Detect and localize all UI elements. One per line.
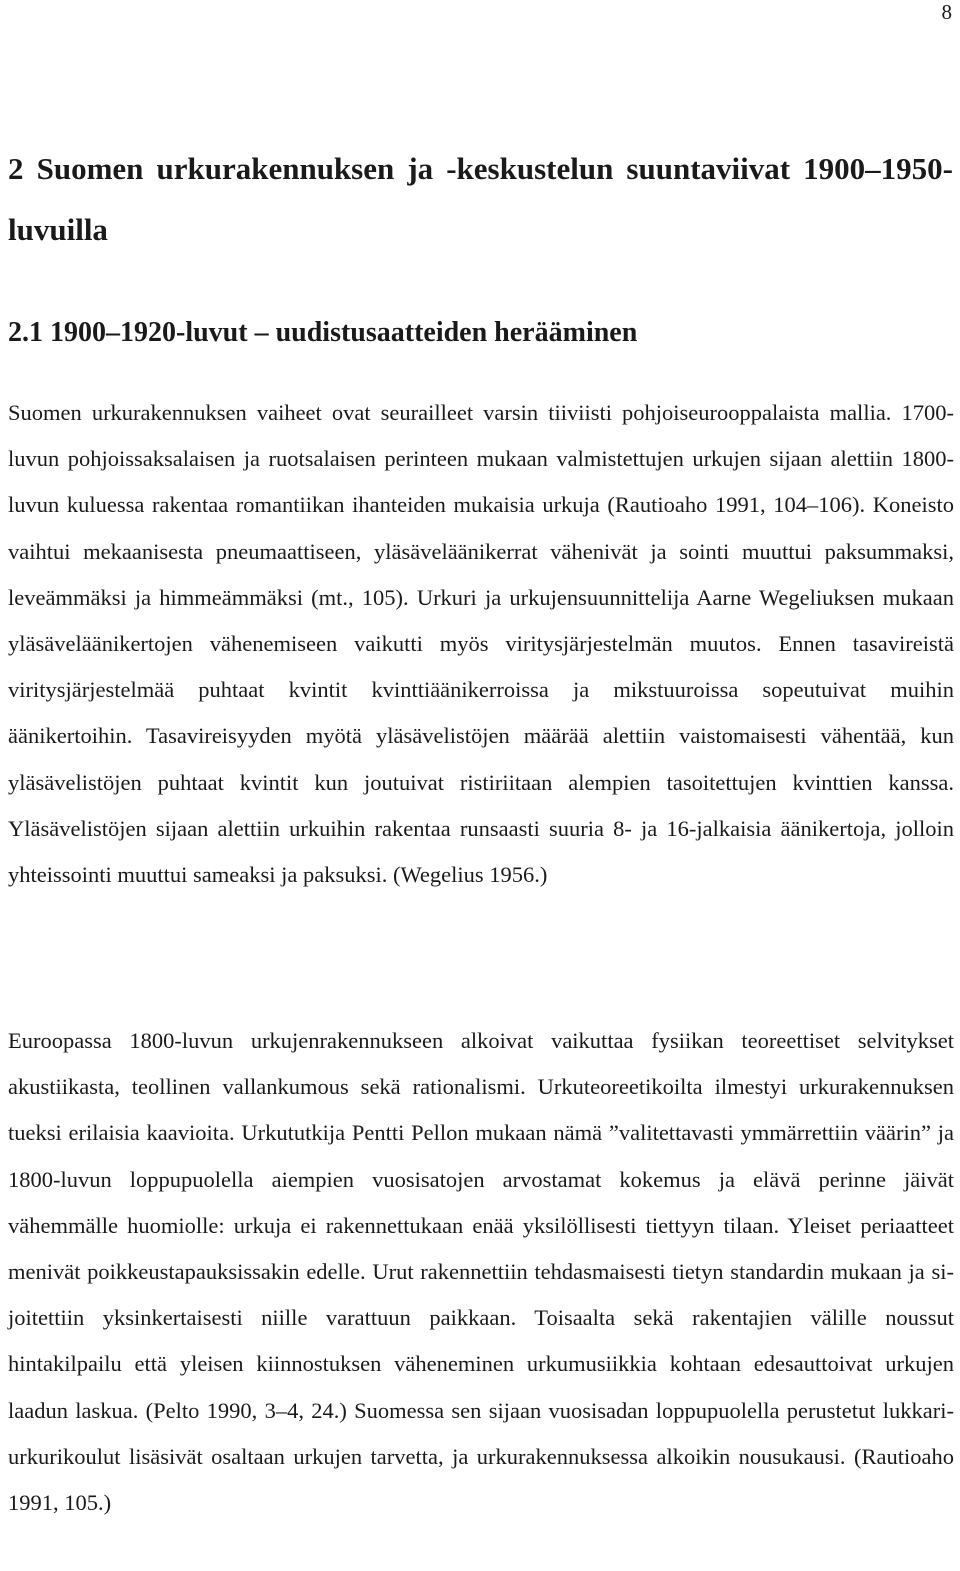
chapter-title: 2 Suomen urkurakennuksen ja -keskustelun suuntaviivat 1900–1950-luvuilla (8, 151, 953, 247)
page-number: 8 (941, 0, 952, 24)
section-title: 2.1 1900–1920-luvut – uudistusaatteiden herääminen (8, 317, 638, 348)
body-paragraph: Euroopassa 1800-luvun urkujenrakennukseen alkoivat vaikuttaa fysiikan teoreettiset selvitykset akustiikasta, teollinen vallankumous sekä rationalismi. Urkuteoreetikoilta ilmestyi urkurakennuksen tueksi erilaisia kaavioita. Urkututkija Pentti Pellon mukaan nämä ”valitettavasti ymmärrettiin väärin” ja 1800-luvun loppupuolella aiempien vuosisatojen arvostamat kokemus ja elävä perinne jäivät vähemmälle huomiolle: urkuja ei rakennettukaan enää yksilöllisesti tiettyyn tilaan. Yleiset periaatteet menivät poikkeustapauksissakin edelle. Urut rakennettiin tehdasmaisesti tietyn standardin mukaan ja sijoitettiin yksinkertaisesti niille varattuun paikkaan. Toisaalta sekä rakentajien välille noussut hintakilpailu että yleisen kiinnostuksen väheneminen urkumusiikkia kohtaan edesauttoivat urkujen laadun laskua. (Pelto 1990, 3–4, 24.) Suomessa sen sijaan vuosisadan loppupuolella perustetut lukkari-urkurikoulut lisäsivät osaltaan urkujen tarvetta, ja urkurakennuksessa alkoikin nousukausi. (Rautioaho 1991, 105.) (8, 1028, 954, 1516)
body-paragraph: Suomen urkurakennuksen vaiheet ovat seurailleet varsin tiiviisti pohjoiseurooppalaista mallia. 1700-luvun pohjoissaksalaisen ja ruotsalaisen perinteen mukaan valmistettujen urkujen sijaan alettiin 1800-luvun kuluessa rakentaa romantiikan ihanteiden mukaisia urkuja (Rautioaho 1991, 104–106). Koneisto vaihtui mekaanisesta pneumaattiseen, yläsäveläänikerrat vähenivät ja sointi muuttui paksummaksi, leveämmäksi ja himmeämmäksi (mt., 105). Urkuri ja urkujensuunnittelija Aarne Wegeliuksen mukaan yläsäveläänikertojen vähenemiseen vaikutti myös viritysjärjestelmän muutos. Ennen tasavireistä viritysjärjestelmää puhtaat kvintit kvinttiäänikerroissa ja mikstuuroissa sopeutuivat muihin äänikertoihin. Tasavireisyyden myötä yläsävelistöjen määrää alettiin vaistomaisesti vähentää, kun yläsävelistöjen puhtaat kvintit kun joutuivat ristiriitaan alempien tasoitettujen kvinttien kanssa. Yläsävelistöjen sijaan alettiin urkuihin rakentaa runsaasti suuria 8- ja 16-jalkaisia äänikertoja, jolloin yhteissointi muuttui sameaksi ja paksuksi. (Wegelius 1956.) (8, 400, 954, 888)
